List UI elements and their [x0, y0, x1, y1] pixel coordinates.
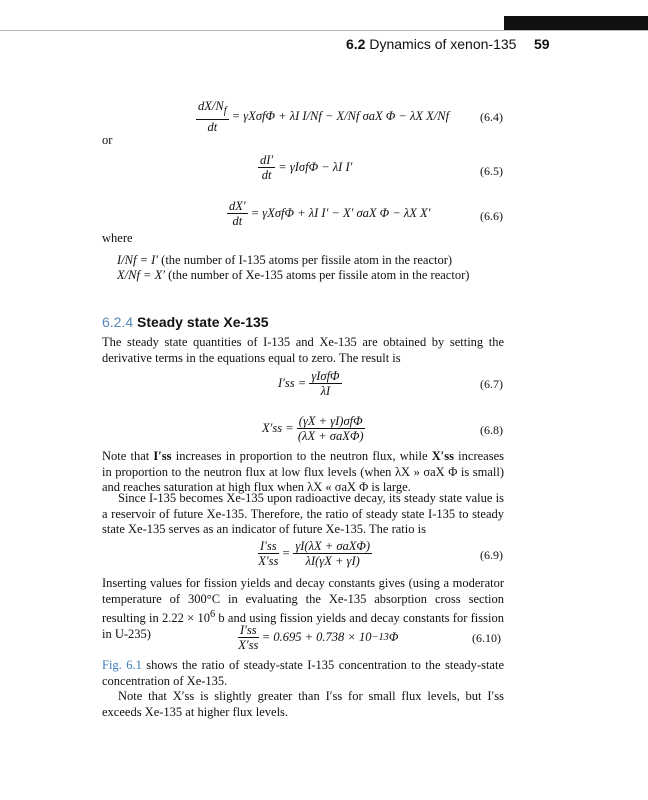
definition-symbol: X/Nf =	[117, 268, 152, 282]
equation-6-7	[278, 369, 342, 398]
eq-6-4-lhs-den: dt	[207, 119, 218, 134]
section-heading	[102, 314, 269, 330]
note-symbol-x: X′ss	[431, 449, 454, 463]
note-text-mid: increases in proportion to the neutron flux, while	[171, 449, 432, 463]
eq-6-4-rhs: = γXσfΦ + λI I/Nf − X/Nf σaX Φ − λX X/Nf	[231, 108, 450, 123]
eq-6-6-lhs-num: dX′	[229, 199, 246, 213]
header-rule	[0, 30, 648, 31]
definition-symbol: I/Nf =	[117, 253, 149, 267]
note-text-post: increases in proportion to the neutron flux at low flux levels (when λX » σaX Φ is small) and reaches saturation at high flux when λX « σaX Φ is large.	[102, 449, 504, 495]
paragraph-steady-state: The steady state quantities of I-135 and Xe-135 are obtained by setting the derivative terms in the equations equal to zero. The result is	[102, 335, 504, 365]
section-number: 6.2.4	[102, 314, 134, 330]
equation-6-10	[238, 623, 398, 652]
definition-text: (the number of Xe-135 atoms per fissile atom in the reactor)	[164, 268, 470, 282]
word-where: where	[102, 231, 133, 245]
eq-6-7-label: (6.7)	[480, 377, 503, 391]
eq-6-5-lhs-den: dt	[261, 168, 272, 182]
equation-6-8	[262, 414, 365, 443]
page-number: 59	[534, 36, 550, 52]
eq-6-10-label: (6.10)	[472, 631, 501, 645]
section-title: Steady state Xe-135	[137, 314, 269, 330]
eq-6-10-lhs-den: X′ss	[238, 638, 259, 652]
eq-6-4-lhs-num: dX/N	[198, 99, 224, 113]
eq-6-9-equals: =	[281, 546, 291, 560]
eq-6-5-lhs-num: dI′	[260, 153, 274, 167]
paragraph-note	[102, 449, 504, 496]
eq-6-5-label: (6.5)	[480, 164, 503, 178]
definition-item	[117, 268, 469, 283]
p4-text-post: b and using fission yields and decay constants for fission in U-235)	[102, 611, 504, 641]
paragraph-flux-levels: Note that X′ss is slightly greater than I′ss for small flux levels, but I′ss exceeds Xe-135 at higher flux levels.	[102, 689, 504, 719]
equation-6-6	[227, 199, 430, 228]
eq-6-9-num: γI(λX + σaXΦ)	[295, 539, 371, 553]
p4-text-pre: Inserting values for fission yields and decay constants gives (using a moderator temperature of 300°C in evaluating the Xe-135 absorption cross section resulting in 2.22 × 10	[102, 576, 504, 626]
p5-text: shows the ratio of steady-state I-135 concentration to the steady-state concentration of Xe-135.	[102, 658, 504, 688]
definition-value: X′	[154, 268, 165, 282]
eq-6-7-lhs: I′ss =	[278, 376, 307, 390]
equation-6-5	[258, 153, 352, 182]
eq-6-8-num: (γX + γI)σfΦ	[298, 414, 363, 428]
definition-value: I′	[151, 253, 159, 267]
eq-6-9-den: λI(γX + γI)	[305, 554, 360, 568]
equation-6-4	[196, 99, 449, 134]
eq-6-6-lhs-den: dt	[232, 214, 243, 228]
paragraph-figure-reference	[102, 658, 504, 689]
eq-6-5-rhs: = γIσfΦ − λI I′	[278, 160, 353, 174]
eq-6-8-lhs: X′ss =	[262, 421, 294, 435]
eq-6-4-lhs-sub: f	[223, 105, 227, 117]
eq-6-7-num: γIσfΦ	[311, 369, 340, 383]
definition-list	[117, 253, 469, 283]
eq-6-9-lhs-den: X′ss	[258, 554, 279, 568]
eq-6-10-lhs-num: I′ss	[240, 623, 257, 637]
word-or: or	[102, 133, 113, 147]
running-header	[346, 36, 516, 52]
header-bar	[504, 16, 648, 30]
definition-text: (the number of I-135 atoms per fissile atom in the reactor)	[158, 253, 453, 267]
p4-exponent: 6	[209, 609, 216, 621]
eq-6-4-label: (6.4)	[480, 110, 503, 124]
note-text-pre: Note that	[102, 449, 154, 463]
eq-6-8-den: (λX + σaXΦ)	[297, 429, 364, 443]
figure-link[interactable]: Fig. 6.1	[102, 658, 142, 672]
eq-6-10-tail: Φ	[388, 630, 399, 644]
paragraph-reservoir: Since I-135 becomes Xe-135 upon radioactive decay, its steady state value is a reservoir of future Xe-135. Therefore, the ratio of steady state I-135 to steady state Xe-135 serves as an indicator of future Xe-135. The ratio is	[102, 491, 504, 537]
equation-6-9	[258, 539, 372, 568]
eq-6-8-label: (6.8)	[480, 423, 503, 437]
eq-6-6-rhs: = γXσfΦ + λI I′ − X′ σaX Φ − λX X′	[250, 206, 431, 220]
eq-6-9-label: (6.9)	[480, 548, 503, 562]
header-section-number: 6.2	[346, 36, 366, 52]
header-section-title: Dynamics of xenon-135	[369, 36, 517, 52]
eq-6-10-exp: −13	[371, 632, 389, 643]
eq-6-6-label: (6.6)	[480, 209, 503, 223]
note-symbol-i: I′ss	[153, 449, 172, 463]
eq-6-10-rhs: = 0.695 + 0.738 × 10	[261, 630, 372, 644]
eq-6-9-lhs-num: I′ss	[260, 539, 277, 553]
eq-6-7-den: λI	[320, 384, 331, 398]
definition-item	[117, 253, 469, 268]
